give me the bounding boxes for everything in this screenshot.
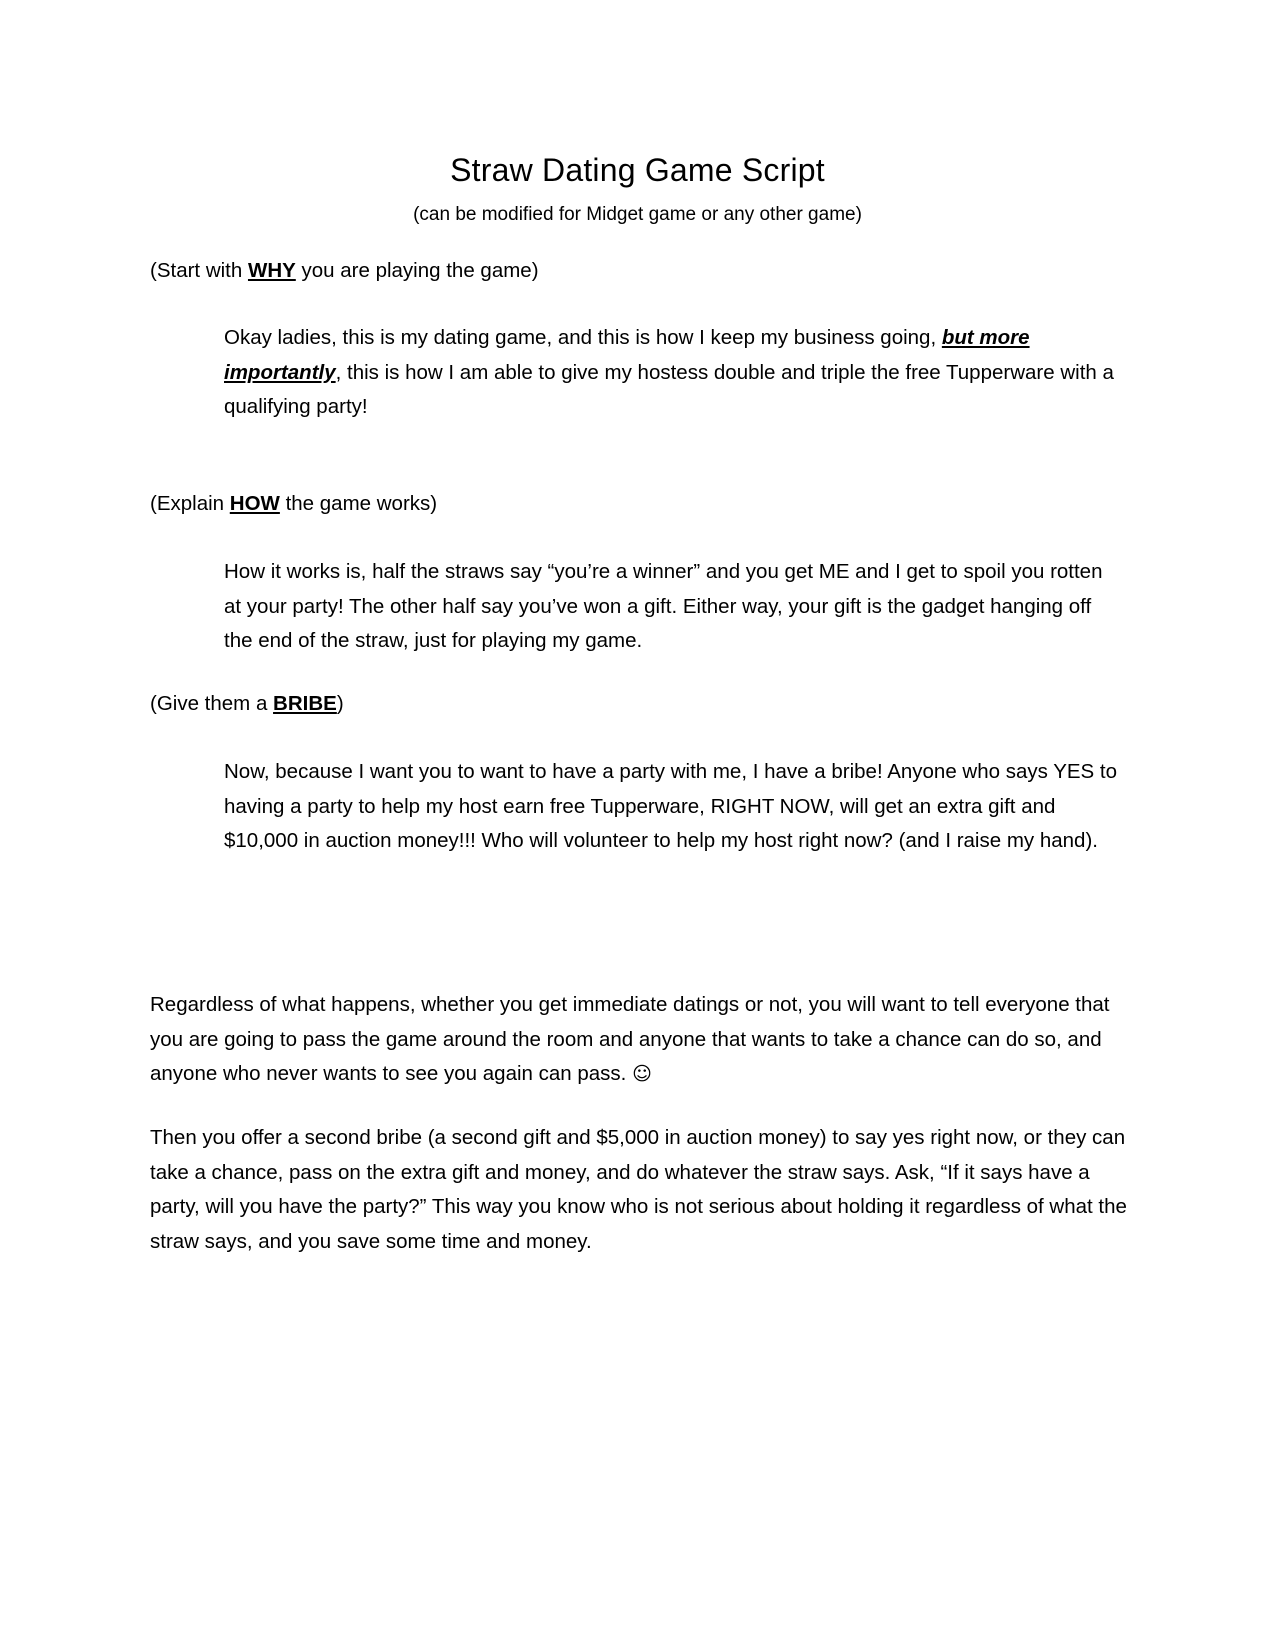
page-subtitle: (can be modified for Midget game or any other game) (413, 204, 862, 225)
paragraph-text: , this is how I am able to give my hostess double and triple the free Tupperware with a qualifying party! (224, 360, 1114, 419)
section-keyword: HOW (229, 492, 280, 515)
section-heading-text: (Explain (150, 492, 230, 515)
page-title: Straw Dating Game Script (450, 152, 825, 188)
section-heading-text: the game works) (279, 492, 438, 515)
closing-paragraph-2: Then you offer a second bribe (a second gift and $5,000 in auction money) to say yes right now, or they can take a chance, pass on the extra gift and money, and do whatever the straw says. Ask, “If it says have a party, will you have the party?” This way you know who is not serious about holding it regardless of what the straw says, and you save some time and money. (150, 1126, 1127, 1254)
section-heading-text: (Start with (150, 259, 248, 282)
section-heading-text: ) (336, 692, 344, 715)
why-paragraph (224, 321, 1124, 425)
smiley-icon: ☺ (632, 1063, 652, 1086)
section-heading-how (150, 489, 437, 519)
section-heading-text: (Give them a (150, 692, 274, 715)
section-heading-bribe (150, 689, 344, 719)
paragraph-text: Okay ladies, this is my dating game, and this is how I keep my business going, (224, 326, 942, 349)
section-heading-why (150, 256, 539, 286)
paragraph-text: Regardless of what happens, whether you get immediate datings or not, you will want to tell everyone that you are going to pass the game around the room and anyone that wants to take a chance can do so, and anyone who never wants to see you again can pass. (150, 993, 1110, 1086)
emphasis-text: but more importantly (224, 326, 1030, 384)
closing-paragraph-1 (150, 988, 1130, 1092)
section-keyword: WHY (247, 259, 296, 282)
section-keyword: BRIBE (273, 692, 337, 715)
bribe-paragraph: Now, because I want you to want to have a party with me, I have a bribe! Anyone who says YES to having a party to help my host earn free Tupperware, RIGHT NOW, will get an extra gift and $10,000 in auction money!!! Who will volunteer to help my host right now? (and I raise my hand). (224, 760, 1118, 853)
section-heading-text: you are playing the game) (295, 259, 539, 282)
how-paragraph: How it works is, half the straws say “you’re a winner” and you get ME and I get to spoil you rotten at your party! The other half say you’ve won a gift. Either way, your gift is the gadget hanging off the end of the straw, just for playing my game. (224, 560, 1103, 653)
